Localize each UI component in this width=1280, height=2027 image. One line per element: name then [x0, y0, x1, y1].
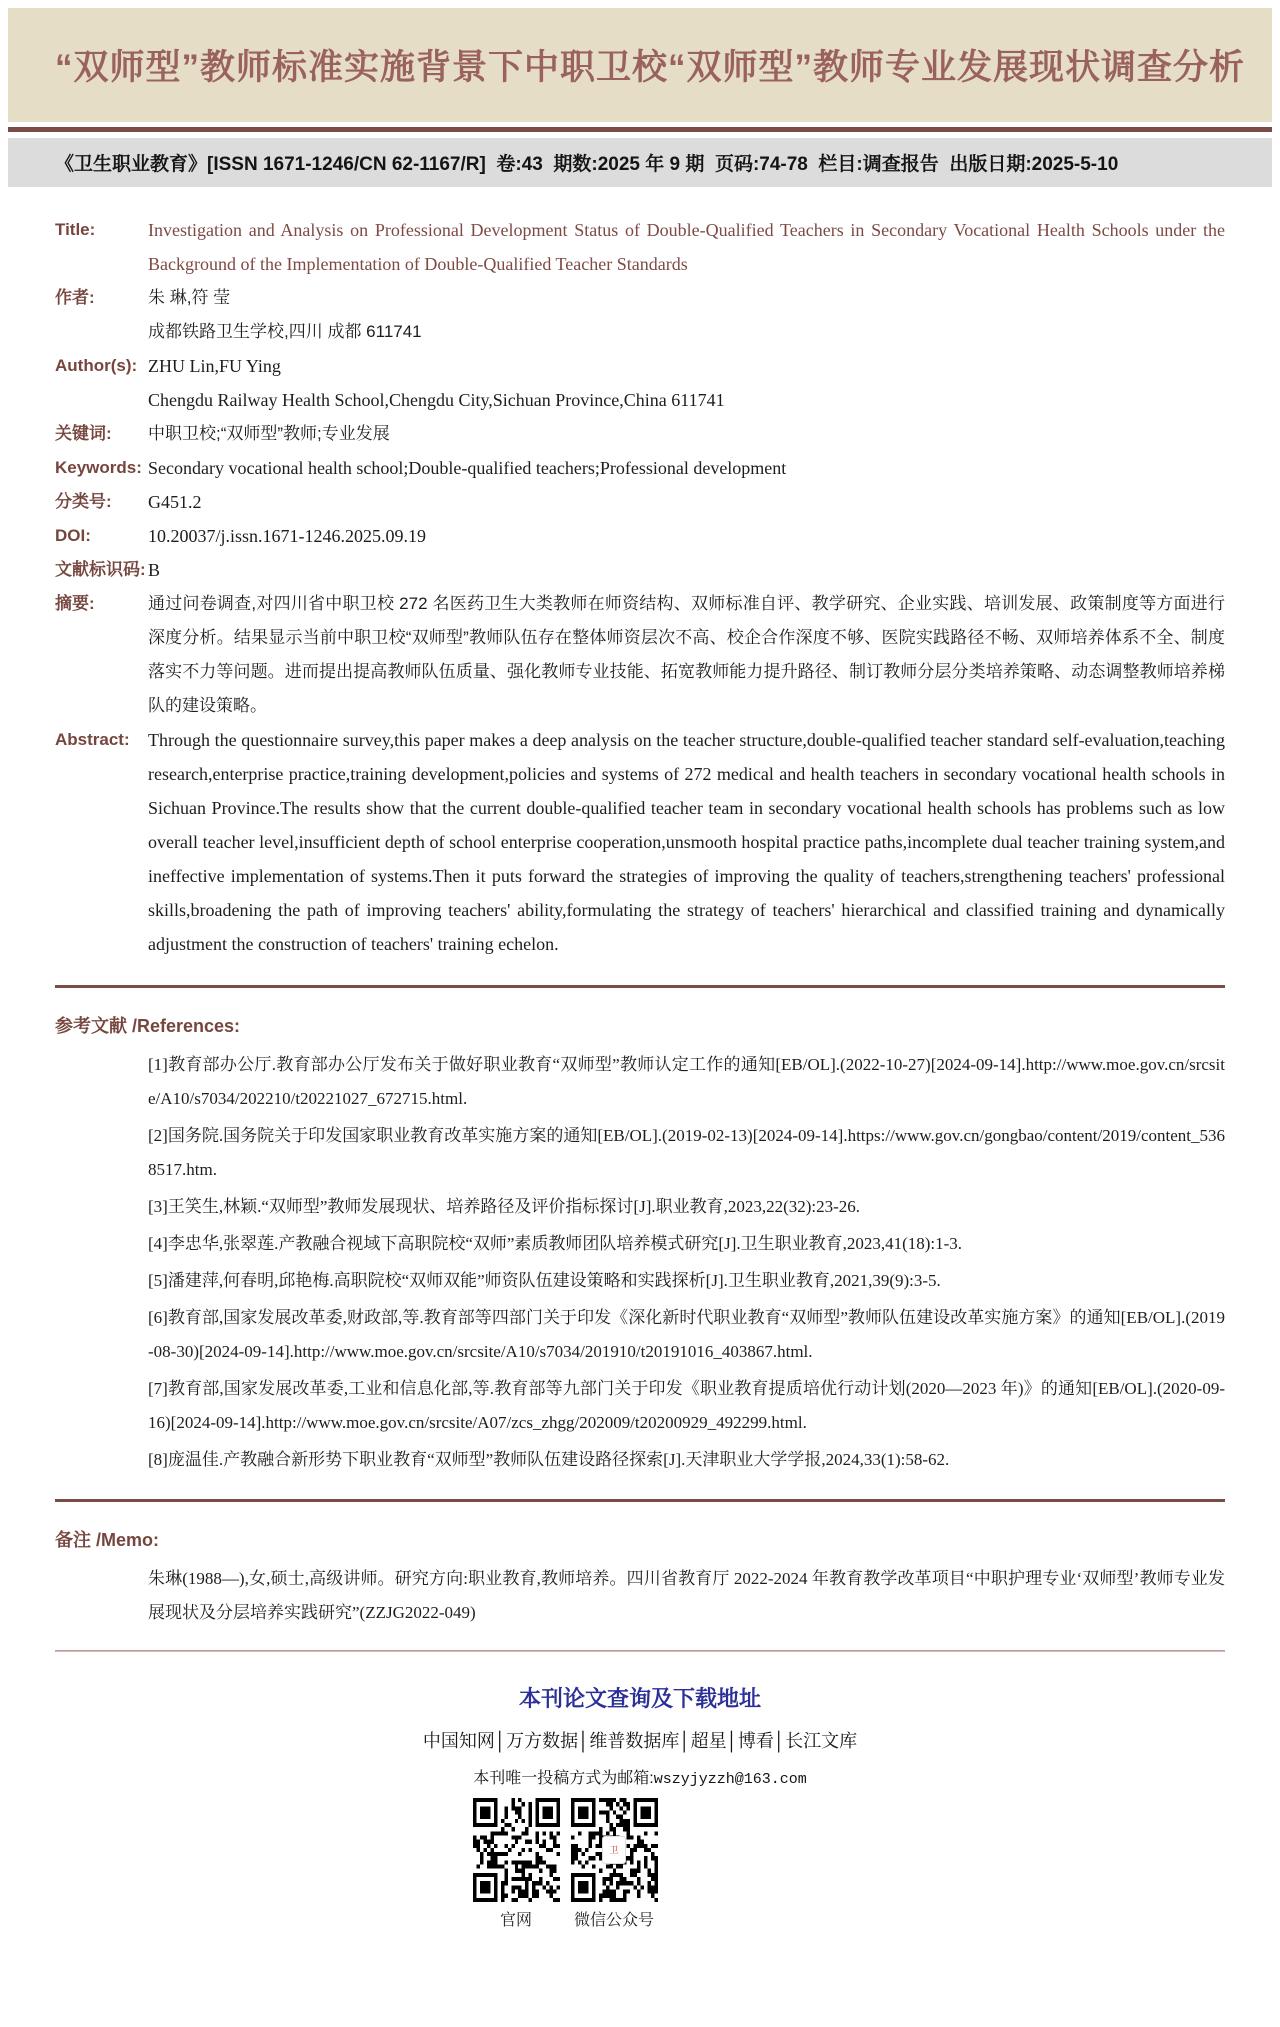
- field-value-clc: G451.2: [148, 492, 202, 512]
- article-title-cn: “双师型”教师标准实施背景下中职卫校“双师型”教师专业发展现状调查分析: [55, 48, 1246, 87]
- field-value-authors-cn: 朱 琳,符 莹: [148, 288, 231, 307]
- memo-text: 朱琳(1988—),女,硕士,高级讲师。研究方向:职业教育,教师培养。四川省教育厅 2022-2024 年教育教学改革项目“中职护理专业‘双师型’教师专业发展现状及分层培养实践研究”(ZZJG2022-049): [148, 1569, 1225, 1622]
- memo-heading: 备注 /Memo:: [55, 1530, 160, 1550]
- field-value-affiliation-cn: 成都铁路卫生学校,四川 成都 611741: [148, 322, 422, 341]
- field-label-keywords-en: Keywords:: [55, 458, 142, 477]
- submission-email: wszyjyzzh@163.com: [653, 1771, 807, 1788]
- reference-item: [5]潘建萍,何春明,邱艳梅.高职院校“双师双能”师资队伍建设策略和实践探析[J].卫生职业教育,2021,39(9):3-5.: [148, 1271, 941, 1290]
- field-row-authors-en: [55, 349, 1225, 383]
- field-label-title: Title:: [55, 220, 96, 239]
- reference-item: [8]庞温佳.产教融合新形势下职业教育“双师型”教师队伍建设路径探索[J].天津职业大学学报,2024,33(1):58-62.: [148, 1450, 950, 1469]
- reference-item: [1]教育部办公厅.教育部办公厅发布关于做好职业教育“双师型”教师认定工作的通知[EB/OL].(2022-10-27)[2024-09-14].http://www.moe.gov.cn/srcsite/A10/s7034/202210/t20221027_672715.html.: [148, 1055, 1225, 1108]
- footer-download-heading: 本刊论文查询及下载地址: [518, 1686, 761, 1711]
- field-value-authors-en: ZHU Lin,FU Ying: [148, 356, 281, 376]
- reference-item: [3]王笑生,林颖.“双师型”教师发展现状、培养路径及评价指标探讨[J].职业教育,2023,22(32):23-26.: [148, 1197, 861, 1216]
- wechat-qr-logo-icon: 卫: [602, 1836, 626, 1864]
- field-value-doc-code: B: [148, 560, 161, 580]
- field-row-doi: [55, 519, 1225, 553]
- reference-item: [2]国务院.国务院关于印发国家职业教育改革实施方案的通知[EB/OL].(2019-02-13)[2024-09-14].https://www.gov.cn/gongbao/content/2019/content_5368517.htm.: [148, 1126, 1225, 1179]
- qr-official-site-label: 官网: [499, 1912, 532, 1929]
- field-row-clc: [55, 485, 1225, 519]
- field-value-keywords-en: Secondary vocational health school;Double-qualified teachers;Professional development: [148, 458, 787, 478]
- footer-divider: [55, 1650, 1225, 1652]
- field-row-abstract-cn: [55, 587, 1225, 723]
- article-title-banner: [8, 8, 1272, 122]
- field-value-title-en: Investigation and Analysis on Professional Development Status of Double-Qualified Teachers in Secondary Vocational Health Schools under the Background of the Implementation of Double-Qualified Teacher Standards: [148, 220, 1225, 274]
- field-row-affiliation-cn: [55, 315, 1225, 349]
- article-metadata: [8, 213, 1272, 1930]
- field-row-keywords-en: [55, 451, 1225, 485]
- qr-wechat-block: [571, 1798, 658, 1930]
- references-divider: [55, 985, 1225, 988]
- field-label-doc-code: 文献标识码:: [55, 560, 146, 579]
- field-label-keywords-cn: 关键词:: [55, 424, 112, 443]
- references-list: [55, 1048, 1225, 1477]
- references-heading: 参考文献 /References:: [55, 1016, 241, 1036]
- journal-info-bar: 《卫生职业教育》[ISSN 1671-1246/CN 62-1167/R] 卷:43 期数:2025 年 9 期 页码:74-78 栏目:调查报告 出版日期:2025-5-10: [8, 138, 1272, 187]
- reference-item: [7]教育部,国家发展改革委,工业和信息化部,等.教育部等九部门关于印发《职业教育提质培优行动计划(2020—2023 年)》的通知[EB/OL].(2020-09-16)[2024-09-14].http://www.moe.gov.cn/srcsite/A07/zcs_zhgg/202009/t20200929_492299.html.: [148, 1379, 1225, 1432]
- footer-database-list: 中国知网│万方数据│维普数据库│超星│博看│长江文库: [422, 1731, 858, 1751]
- field-row-keywords-cn: [55, 417, 1225, 451]
- qr-official-site-block: [473, 1798, 560, 1930]
- qr-wechat-label: 微信公众号: [573, 1912, 654, 1929]
- reference-item: [4]李忠华,张翠莲.产教融合视域下高职院校“双师”素质教师团队培养模式研究[J].卫生职业教育,2023,41(18):1-3.: [148, 1234, 963, 1253]
- field-label-doi: DOI:: [55, 526, 91, 545]
- field-row-authors-cn: [55, 281, 1225, 315]
- field-row-title: [55, 213, 1225, 281]
- header-divider: [8, 127, 1272, 132]
- field-value-keywords-cn: 中职卫校;“双师型”教师;专业发展: [148, 424, 390, 443]
- field-value-affiliation-en: Chengdu Railway Health School,Chengdu City,Sichuan Province,China 611741: [148, 390, 725, 410]
- field-label-abstract-en: Abstract:: [55, 730, 130, 749]
- footer-submission-line: [55, 1765, 1225, 1788]
- qr-code-row: [0, 1798, 1150, 1930]
- field-label-abstract-cn: 摘要:: [55, 594, 95, 613]
- reference-item: [6]教育部,国家发展改革委,财政部,等.教育部等四部门关于印发《深化新时代职业教育“双师型”教师队伍建设改革实施方案》的通知[EB/OL].(2019-08-30)[2024-09-14].http://www.moe.gov.cn/srcsite/A10/s7034/201910/t20191016_403867.html.: [148, 1308, 1225, 1361]
- footer-email-prefix: 本刊唯一投稿方式为邮箱:: [473, 1770, 654, 1787]
- journal-footer: [55, 1682, 1225, 1930]
- field-value-doi: 10.20037/j.issn.1671-1246.2025.09.19: [148, 526, 427, 546]
- field-label-authors-en: Author(s):: [55, 356, 138, 375]
- field-label-clc: 分类号:: [55, 492, 112, 511]
- field-row-doc-code: [55, 553, 1225, 587]
- field-value-abstract-cn: 通过问卷调查,对四川省中职卫校 272 名医药卫生大类教师在师资结构、双师标准自评、教学研究、企业实践、培训发展、政策制度等方面进行深度分析。结果显示当前中职卫校“双师型”教师队伍存在整体师资层次不高、校企合作深度不够、医院实践路径不畅、双师培养体系不全、制度落实不力等问题。进而提出提高教师队伍质量、强化教师专业技能、拓宽教师能力提升路径、制订教师分层分类培养策略、动态调整教师培养梯队的建设策略。: [148, 594, 1225, 715]
- qr-code-wechat: [571, 1798, 658, 1902]
- field-value-abstract-en: Through the questionnaire survey,this paper makes a deep analysis on the teacher structure,double-qualified teacher standard self-evaluation,teaching research,enterprise practice,training development,policies and systems of 272 medical and health teachers in secondary vocational health schools in Sichuan Province.The results show that the current double-qualified teacher team in secondary vocational health schools has problems such as low overall teacher level,insufficient depth of school enterprise cooperation,unsmooth hospital practice paths,incomplete dual teacher training system,and ineffective implementation of systems.Then it puts forward the strategies of improving the quality of teachers,strengthening teachers' professional skills,broadening the path of improving teachers' ability,formulating the strategy of teachers' hierarchical and classified training and dynamically adjustment the construction of teachers' training echelon.: [148, 730, 1225, 954]
- field-label-authors-cn: 作者:: [55, 288, 95, 307]
- memo-divider: [55, 1499, 1225, 1502]
- qr-code-official-site: [473, 1798, 560, 1902]
- field-row-abstract-en: [55, 723, 1225, 961]
- field-row-affiliation-en: [55, 383, 1225, 417]
